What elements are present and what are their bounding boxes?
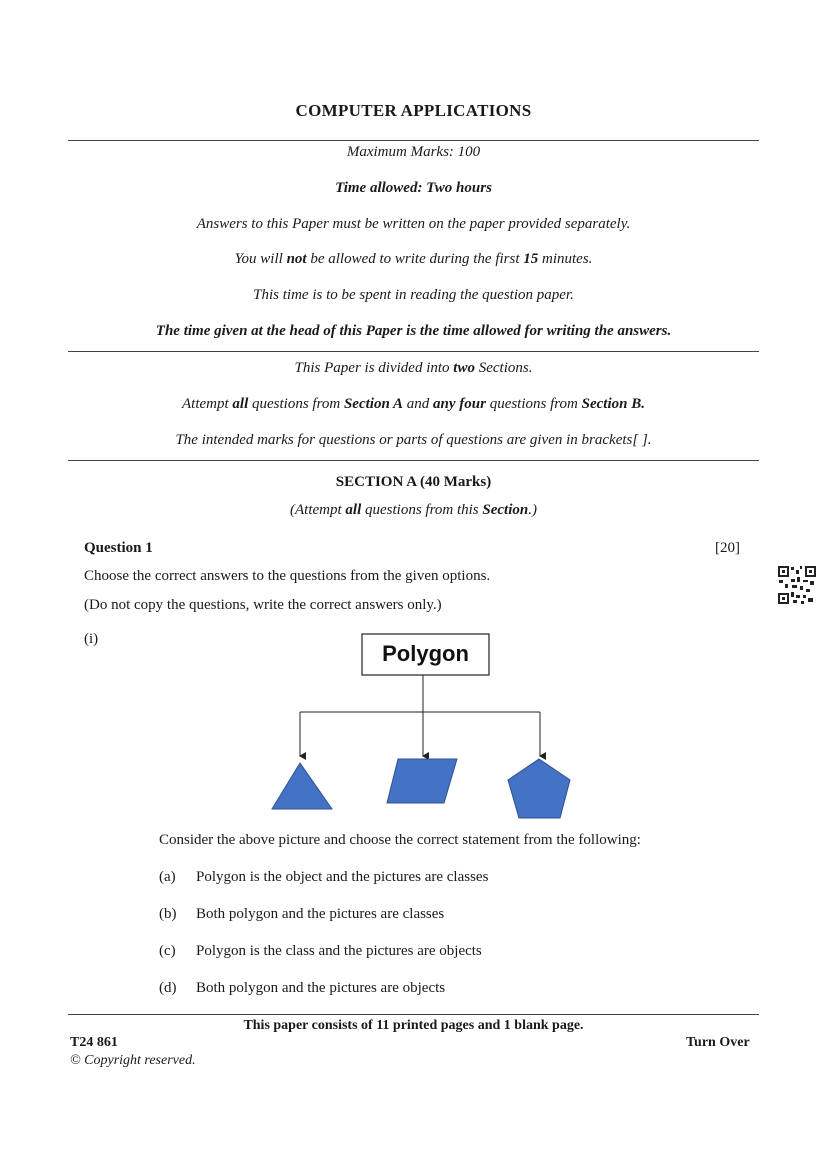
instruction-line xyxy=(68,396,759,413)
instruction-line: Answers to this Paper must be written on the paper provided separately. xyxy=(196,216,631,232)
text-span: not xyxy=(286,251,307,267)
section-subheading xyxy=(68,502,759,519)
text-span: two xyxy=(453,360,475,376)
option-letter: (c) xyxy=(159,943,176,959)
option-text: Both polygon and the pictures are objects xyxy=(196,980,446,996)
text-span: be allowed to write during the first xyxy=(306,251,524,267)
text-span: Section xyxy=(482,502,529,518)
option-text: Both polygon and the pictures are classes xyxy=(196,906,445,922)
instruction-line: This time is to be spent in reading the question paper. xyxy=(253,287,574,303)
text-span: This Paper is divided into xyxy=(294,360,454,376)
option-letter: (a) xyxy=(159,869,176,885)
instruction-line: The intended marks for questions or parts of questions are given in brackets[ ]. xyxy=(175,432,652,448)
text-span: questions from this xyxy=(361,502,483,518)
text-span: 15 xyxy=(523,251,539,267)
text-span: and xyxy=(403,396,433,412)
question-marks: [20] xyxy=(715,540,740,556)
pentagon-shape xyxy=(508,759,570,818)
time-allowed: Time allowed: Two hours xyxy=(335,180,492,196)
text-span: minutes. xyxy=(538,251,593,267)
option-text: Polygon is the class and the pictures are objects xyxy=(196,943,482,959)
divider xyxy=(68,351,759,352)
question-label: Question 1 xyxy=(84,540,153,556)
question-instruction: (Do not copy the questions, write the correct answers only.) xyxy=(84,597,442,613)
question-instruction: Choose the correct answers to the questions from the given options. xyxy=(84,568,491,584)
text-span: Attempt xyxy=(182,396,233,412)
section-heading: SECTION A (40 Marks) xyxy=(335,474,492,490)
divider xyxy=(68,1014,759,1015)
text-span: questions from xyxy=(248,396,344,412)
triangle-shape xyxy=(272,763,332,809)
polygon-box-label: Polygon xyxy=(382,641,469,666)
text-span: Sections. xyxy=(474,360,533,376)
text-span: Section A xyxy=(343,396,403,412)
question-prompt: Consider the above picture and choose the correct statement from the following: xyxy=(159,832,641,848)
text-span: questions from xyxy=(485,396,582,412)
option-letter: (b) xyxy=(159,906,177,922)
copyright: © Copyright reserved. xyxy=(70,1053,196,1068)
text-span: any four xyxy=(433,396,486,412)
instruction-line: The time given at the head of this Paper is the time allowed for writing the answers. xyxy=(155,323,672,339)
paper-title: COMPUTER APPLICATIONS xyxy=(295,101,532,120)
text-span: Section B. xyxy=(581,396,645,412)
qr-code-icon xyxy=(777,565,817,605)
class-object-diagram xyxy=(260,630,580,825)
pages-note: This paper consists of 11 printed pages and 1 blank page. xyxy=(243,1018,584,1033)
turn-over: Turn Over xyxy=(686,1035,750,1050)
text-span: You will xyxy=(234,251,287,267)
divider xyxy=(68,460,759,461)
divider xyxy=(68,140,759,141)
text-span: (Attempt xyxy=(290,502,346,518)
instruction-line xyxy=(68,360,759,377)
option-text: Polygon is the object and the pictures are classes xyxy=(196,869,489,885)
text-span: all xyxy=(232,396,249,412)
max-marks: Maximum Marks: 100 xyxy=(346,144,481,160)
text-span: .) xyxy=(528,502,537,518)
part-label: (i) xyxy=(84,631,99,647)
text-span: all xyxy=(345,502,362,518)
parallelogram-shape xyxy=(387,759,457,803)
instruction-line xyxy=(68,251,759,268)
paper-code: T24 861 xyxy=(70,1035,118,1050)
option-letter: (d) xyxy=(159,980,177,996)
